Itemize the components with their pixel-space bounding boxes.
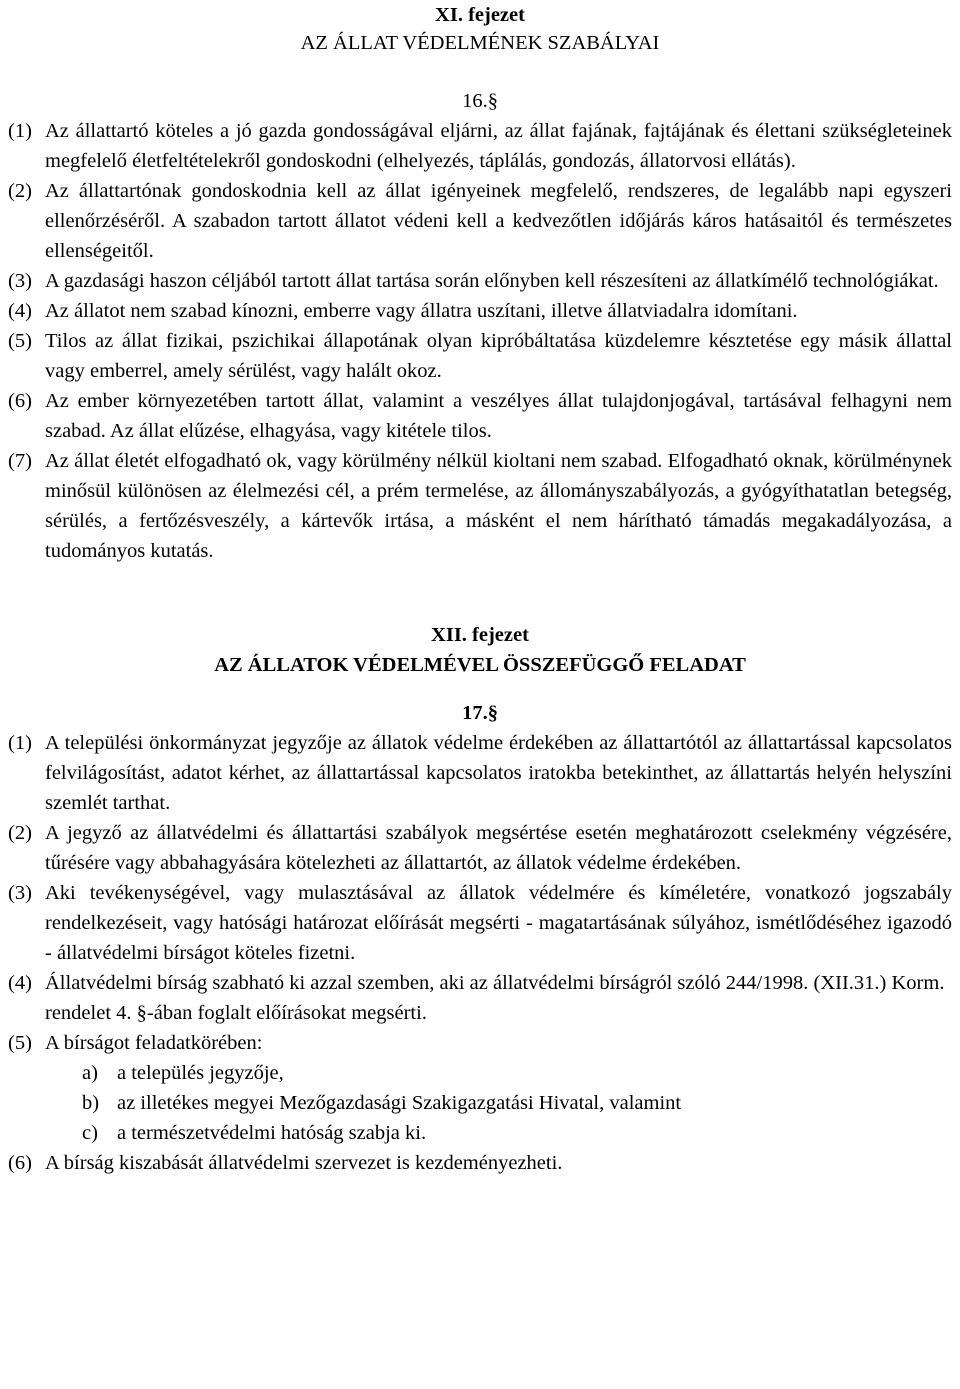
paragraph <box>8 176 952 266</box>
paragraph-number: (3) <box>8 270 32 292</box>
list-item <box>8 1118 952 1148</box>
list-item <box>8 1058 952 1088</box>
chapter-title: XI. fejezet <box>435 4 525 26</box>
section-gap <box>8 566 952 620</box>
list-item-letter: b) <box>82 1092 100 1114</box>
paragraph-number: (2) <box>8 822 32 844</box>
paragraph <box>8 1028 952 1058</box>
paragraph-number: (4) <box>8 300 32 322</box>
paragraph <box>8 446 952 566</box>
list-item-text: a természetvédelmi hatóság szabja ki. <box>117 1122 427 1144</box>
paragraph <box>8 386 952 446</box>
paragraph <box>8 326 952 386</box>
paragraph-number: (6) <box>8 390 32 412</box>
paragraph-number: (2) <box>8 180 32 202</box>
paragraph <box>8 266 952 296</box>
paragraph-text: A bírságot feladatkörében: <box>45 1032 263 1054</box>
paragraph <box>8 296 952 326</box>
section-number: 16.§ <box>462 90 498 112</box>
list-item <box>8 1088 952 1118</box>
paragraph-number: (3) <box>8 882 32 904</box>
chapter-title: XII. fejezet <box>431 624 529 646</box>
paragraph-text: Tilos az állat fizikai, pszichikai állapotának olyan kipróbáltatása küzdelemre késztetése egy másik állattal vagy emberrel, amely sérülést, vagy halált okoz. <box>45 330 952 382</box>
paragraph <box>8 728 952 818</box>
paragraph <box>8 1148 952 1178</box>
paragraph-text: Aki tevékenységével, vagy mulasztásával az állatok védelmére és kíméletére, vonatkozó jogszabály rendelkezéseit, vagy hatósági határozat előírását megsérti - magatartásának súlyához, ismétlődéséhez igazodó - állatvédelmi bírságot köteles fizetni. <box>45 882 952 964</box>
paragraph-text: A bírság kiszabását állatvédelmi szervezet is kezdeményezheti. <box>45 1152 563 1174</box>
paragraph-text: Az állatot nem szabad kínozni, emberre vagy állatra uszítani, illetve állatviadalra idomítani. <box>45 300 798 322</box>
section-number: 17.§ <box>462 702 498 724</box>
paragraph-text: Az ember környezetében tartott állat, valamint a veszélyes állat tulajdonjogával, tartásával felhagyni nem szabad. Az állat elűzése, elhagyása, vagy kitétele tilos. <box>45 390 952 442</box>
paragraph-number: (1) <box>8 732 32 754</box>
list-item-letter: a) <box>82 1062 98 1084</box>
paragraph-number: (6) <box>8 1152 32 1174</box>
paragraph-text: Az állattartó köteles a jó gazda gondosságával eljárni, az állat fajának, fajtájának és élettani szükségleteinek megfelelő életfeltételekről gondoskodni (elhelyezés, táplálás, gondozás, állatorvosi ellátás). <box>45 120 952 172</box>
paragraph-number: (5) <box>8 1032 32 1054</box>
paragraph-number: (1) <box>8 120 32 142</box>
paragraph <box>8 968 952 1028</box>
paragraph-text: A jegyző az állatvédelmi és állattartási szabályok megsértése esetén meghatározott cselekmény végzésére, tűrésére vagy abbahagyására kötelezheti az állattartót, az állatok védelme érdekében. <box>45 822 952 874</box>
paragraph-number: (7) <box>8 450 32 472</box>
paragraph-text: A gazdasági haszon céljából tartott állat tartása során előnyben kell részesíteni az állatkímélő technológiákat. <box>45 270 939 292</box>
paragraph-text: Az állattartónak gondoskodnia kell az állat igényeinek megfelelő, rendszeres, de legalább napi egyszeri ellenőrzéséről. A szabadon tartott állatot védeni kell a kedvezőtlen időjárás káros hatásaitól és természetes ellenségeitől. <box>45 180 952 262</box>
chapter-subtitle: AZ ÁLLAT VÉDELMÉNEK SZABÁLYAI <box>300 32 660 54</box>
paragraph-number: (5) <box>8 330 32 352</box>
paragraph-text: Az állat életét elfogadható ok, vagy körülmény nélkül kioltani nem szabad. Elfogadható oknak, körülménynek minősül különösen az élelmezési cél, a prém termelése, az állományszabályozás, a gyógyíthatatlan betegség, sérülés, a fertőzésveszély, a kártevők irtása, a másként el nem hárítható támadás megakadályozása, a tudományos kutatás. <box>45 450 952 562</box>
paragraph <box>8 818 952 878</box>
paragraph <box>8 878 952 968</box>
chapter-subtitle: AZ ÁLLATOK VÉDELMÉVEL ÖSSZEFÜGGŐ FELADAT <box>214 654 746 676</box>
list-item-text: a település jegyzője, <box>117 1062 284 1084</box>
paragraph-text: A települési önkormányzat jegyzője az állatok védelme érdekében az állattartótól az állattartással kapcsolatos felvilágosítást, adatot kérhet, az állattartással kapcsolatos iratokba betekinthet, az állattartás helyén helyszíni szemlét tarthat. <box>45 732 952 814</box>
list-item-letter: c) <box>82 1122 98 1144</box>
paragraph-number: (4) <box>8 972 32 994</box>
paragraph-text: Állatvédelmi bírság szabható ki azzal szemben, aki az állatvédelmi bírságról szóló 244/1998. (XII.31.) Korm. rendelet 4. §-ában foglalt előírásokat megsérti. <box>45 972 945 1024</box>
paragraph <box>8 116 952 176</box>
list-item-text: az illetékes megyei Mezőgazdasági Szakigazgatási Hivatal, valamint <box>117 1092 682 1114</box>
